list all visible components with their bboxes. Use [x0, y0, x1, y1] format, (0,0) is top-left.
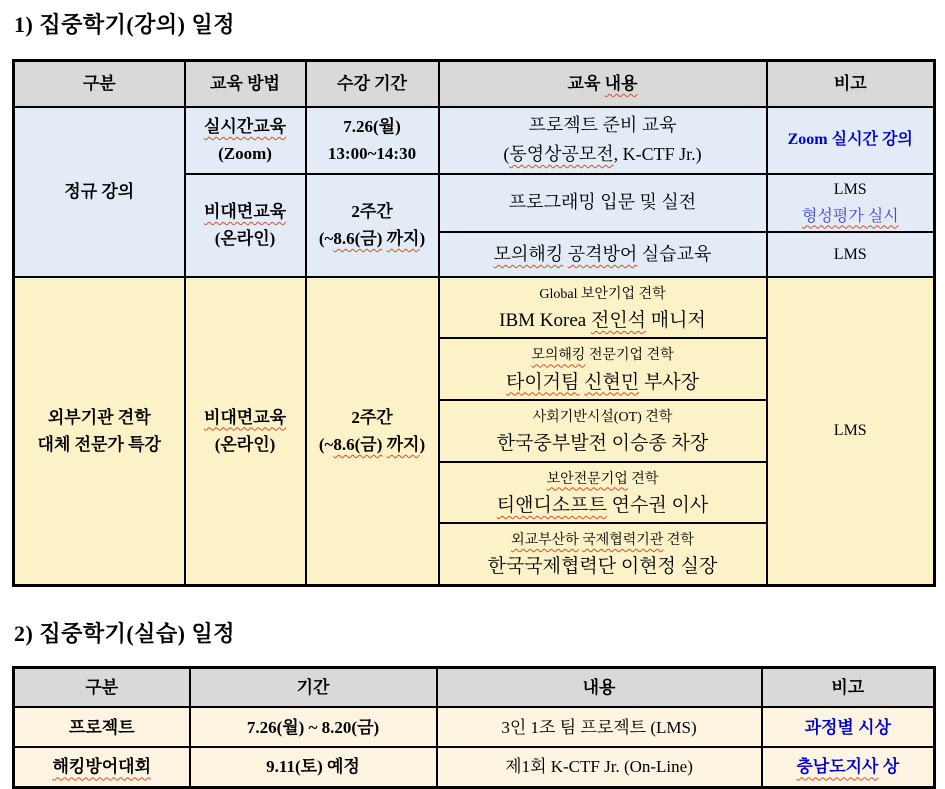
cell-category-ctf: 해킹방어대회	[14, 747, 190, 787]
header-period: 기간	[190, 667, 437, 707]
cell-remark-lms-2: LMS	[767, 277, 935, 585]
cell-category-project: 프로젝트	[14, 707, 190, 747]
cell-visit-komipo: 사회기반시설(OT) 견학 한국중부발전 이승종 차장	[439, 400, 767, 462]
cell-method-online: 비대면교육 (온라인)	[185, 174, 306, 277]
table-header-row	[14, 667, 935, 707]
cell-content-project-prep: 프로젝트 준비 교육 (동영상공모전, K-CTF Jr.)	[439, 107, 767, 174]
cell-visit-tigerteam: 모의해킹 전문기업 견학 타이거팀 신현민 부사장	[439, 338, 767, 400]
table-row	[14, 107, 935, 174]
header-method: 교육 방법	[185, 61, 306, 107]
cell-method-live: 실시간교육 (Zoom)	[185, 107, 306, 174]
cell-method-online-2: 비대면교육 (온라인)	[185, 277, 306, 585]
table-row	[14, 747, 935, 787]
cell-period-ctf: 9.11(토) 예정	[190, 747, 437, 787]
header-category: 구분	[14, 61, 185, 107]
lecture-schedule-table	[12, 59, 936, 587]
header-period: 수강 기간	[306, 61, 439, 107]
header-content: 내용	[437, 667, 762, 707]
cell-remark-zoom: Zoom 실시간 강의	[767, 107, 935, 174]
table-row	[14, 707, 935, 747]
cell-category-external: 외부기관 견학 대체 전문가 특강	[14, 277, 185, 585]
cell-remark-lms-eval: LMS 형성평가 실시	[767, 174, 935, 232]
table-row	[14, 277, 935, 339]
section1-heading: 1) 집중학기(강의) 일정	[14, 12, 235, 37]
cell-period-live: 7.26(월) 13:00~14:30	[306, 107, 439, 174]
cell-remark-governor-award: 충남도지사 상	[762, 747, 935, 787]
cell-remark-lms-1: LMS	[767, 232, 935, 277]
cell-remark-award-course: 과정별 시상	[762, 707, 935, 747]
header-remark: 비고	[767, 61, 935, 107]
cell-content-team-project: 3인 1조 팀 프로젝트 (LMS)	[437, 707, 762, 747]
cell-visit-koica: 외교부산하 국제협력기관 견학 한국국제협력단 이현정 실장	[439, 523, 767, 585]
cell-category-regular: 정규 강의	[14, 107, 185, 277]
cell-period-online-2: 2주간 (~8.6(금) 까지)	[306, 277, 439, 585]
cell-content-kctf: 제1회 K-CTF Jr. (On-Line)	[437, 747, 762, 787]
header-content: 교육 내용	[439, 61, 767, 107]
header-remark: 비고	[762, 667, 935, 707]
cell-visit-ibm: Global 보안기업 견학 IBM Korea 전인석 매니저	[439, 277, 767, 339]
cell-period-online: 2주간 (~8.6(금) 까지)	[306, 174, 439, 277]
cell-period-project: 7.26(월) ~ 8.20(금)	[190, 707, 437, 747]
cell-visit-tndsoft: 보안전문기업 견학 티앤디소프트 연수권 이사	[439, 462, 767, 524]
cell-content-hacking-practice: 모의해킹 공격방어 실습교육	[439, 232, 767, 277]
table-header-row	[14, 61, 935, 107]
header-category: 구분	[14, 667, 190, 707]
cell-content-programming: 프로그래밍 입문 및 실전	[439, 174, 767, 232]
practice-schedule-table	[12, 666, 936, 789]
section2-heading: 2) 집중학기(실습) 일정	[14, 620, 235, 646]
